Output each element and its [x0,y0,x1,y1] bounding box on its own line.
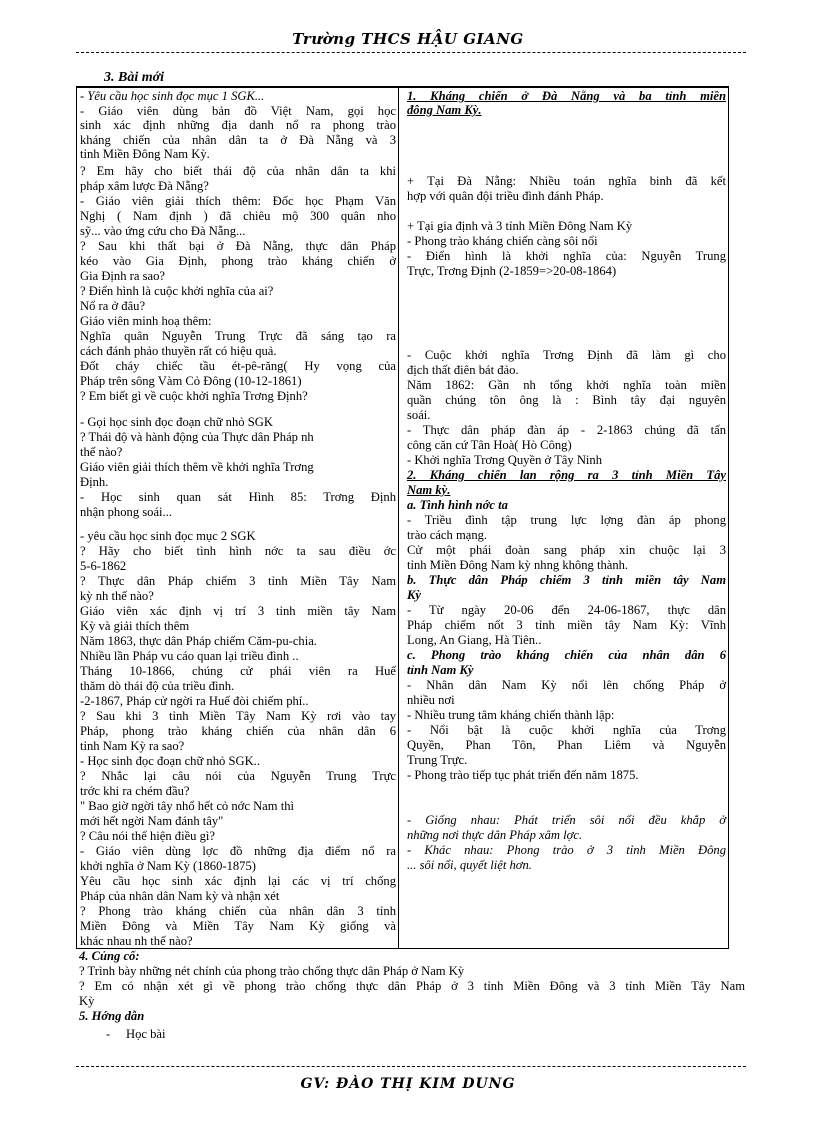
right-heading: Nam kỳ. [407,483,451,497]
right-line: - Khởi nghĩa Trơng Quyền ở Tây Ninh [407,453,603,467]
right-line: ... sôi nổi, quyết liệt hơn. [407,858,532,872]
left-line: Nổ ra ở đâu? [80,299,146,313]
consolidation-question: ? Em có nhận xét gì về phong trào chống thực dân Pháp ở 3 tỉnh Miền Đông và 3 tỉnh Miền Tây Nam [79,979,745,993]
right-line: Trực, Trơng Định (2-1859=>20-08-1864) [407,264,617,278]
left-line: Tháng 10-1866, chúng cử phái viên ra Huế [80,664,396,678]
left-line: ? Phong trào kháng chiến của nhân dân 3 tỉnh [80,904,396,918]
left-line: Nghị ( Nam định ) đã chiêu mộ 300 quân nho [80,209,396,223]
left-line: -2-1867, Pháp cử ngời ra Huế đòi chiếm phí.. [80,694,309,708]
left-line: ? Thái độ và hành động của Thực dân Pháp nh [80,430,314,444]
left-line: Giáo viên giải thích thêm về khởi nghĩa Trơng [80,460,314,474]
left-line: Năm 1863, thực dân Pháp chiếm Căm-pu-chia. [80,634,317,648]
left-line: - yêu cầu học sinh đọc mục 2 SGK [80,529,256,543]
right-line: công căn cứ Tân Hoà( Hò Công) [407,438,572,452]
left-line: ? Điển hình là cuộc khởi nghĩa của ai? [80,284,274,298]
consolidation-question-cont: Kỳ [79,994,95,1008]
right-line: - Nổi bật là cuộc khởi nghĩa của Trơng [407,723,726,737]
right-line: Trung Trực. [407,753,468,767]
left-line: ? Hãy cho biết tình hình nớc ta sau điều ớc [80,544,396,558]
left-line: ? Em hãy cho biết thái độ của nhân dân ta khi [80,164,396,178]
left-line: " Bao giờ ngời tây nhổ hết cỏ nớc Nam thì [80,799,294,813]
left-line: kéo vào Gia Định, phong trào kháng chiến ở [80,254,396,268]
left-line: ? Câu nói thể hiện điều gì? [80,829,215,843]
right-subheading: a. Tình hình nớc ta [407,498,508,512]
right-line: - Cuộc khởi nghĩa Trơng Định đã làm gì cho [407,348,726,362]
left-line: Giáo viên minh hoạ thêm: [80,314,212,328]
left-line: Giáo viên xác định vị trí 3 tỉnh miền tây Nam [80,604,396,618]
left-line: Miền Đông và Miền Tây Nam Kỳ giống và [80,919,396,933]
section-title: 3. Bài mới [104,70,165,85]
right-line: - Giống nhau: Phát triển sôi nổi đều khắp ở [407,813,726,827]
right-line: Long, An Giang, Hà Tiên.. [407,633,542,647]
left-line: thăm dò thái độ của triều đình. [80,679,235,693]
right-line: - Thực dân pháp đàn áp - 2-1863 chúng đã tấn [407,423,726,437]
teacher-activity-column [77,88,399,948]
right-line: - Phong trào kháng chiến càng sôi nổi [407,234,598,248]
right-line: soái. [407,408,431,422]
right-subheading: c. Phong trào kháng chiến của nhân dân 6 [407,648,726,662]
left-line: Nhiều lần Pháp vu cáo quan lại triều đình .. [80,649,299,663]
left-line: tỉnh Miền Đông Nam Kỳ. [80,147,210,161]
left-line: nhận phong soái... [80,505,172,519]
right-line: Pháp chiếm nốt 3 tỉnh miền tây Nam Kỳ: Vĩnh [407,618,726,632]
guidance-title: 5. Hớng dẫn [79,1009,145,1023]
header-divider [76,52,746,53]
left-line: ? Em biết gì về cuộc khởi nghĩa Trơng Định? [80,389,308,403]
right-subheading: Kỳ [407,588,421,602]
right-line: nhiều nơi [407,693,455,707]
left-line: ? Nhắc lại câu nói của Nguyễn Trung Trực [80,769,396,783]
left-line: thế nào? [80,445,123,459]
left-line: kháng chiến của nhân dân ta ở Đà Nẵng và 3 [80,133,396,147]
left-line: - Giáo viên giải thích thêm: Đốc học Phạm Văn [80,194,396,208]
right-line: + Tại gia định và 3 tỉnh Miền Đông Nam Kỳ [407,219,633,233]
left-line: sinh xác định những địa danh nổ ra phong trào [80,118,396,132]
left-line: Gia Định ra sao? [80,269,165,283]
left-line: kỳ nh thế nào? [80,589,154,603]
right-line: - Triều đình tập trung lực lợng đàn áp phong [407,513,726,527]
right-line: + Tại Đà Nẵng: Nhiều toán nghĩa binh đã kết [407,174,726,188]
consolidation-title: 4. Củng cố: [79,949,140,963]
left-line: Định. [80,475,109,489]
left-line: tỉnh Nam Kỳ ra sao? [80,739,185,753]
school-header: Trường THCS HẬU GIANG [292,30,524,48]
left-line: - Học sinh quan sát Hình 85: Trơng Định [80,490,396,504]
right-line: quần chúng tôn ông là : Bình tây đại nguyên [407,393,726,407]
right-line: Cử một phái đoàn sang pháp xin chuộc lại 3 [407,543,726,557]
right-line: trào cách mạng. [407,528,488,542]
guidance-bullet: - [106,1027,111,1041]
right-heading: 1. Kháng chiến ở Đà Nẵng và ba tỉnh miền [407,89,726,103]
left-line: ? Sau khi 3 tỉnh Miền Tây Nam Kỳ rơi vào tay [80,709,396,723]
right-line: - Nhân dân Nam Kỳ nổi lên chống Pháp ở [407,678,726,692]
left-line: Pháp trên sông Vàm Cỏ Đông (10-12-1861) [80,374,302,388]
left-line: ? Sau khi thất bại ở Đà Nẵng, thực dân Pháp [80,239,396,253]
right-subheading: b. Thực dân Pháp chiếm 3 tỉnh miền tây Nam [407,573,726,587]
right-subheading: tỉnh Nam Kỳ [407,663,474,677]
left-line: trớc khi ra chém đầu? [80,784,190,798]
left-line: Pháp, phong trào kháng chiến của nhân dân 6 [80,724,396,738]
content-column [400,88,728,948]
left-line: - Giáo viên dùng bản đồ Việt Nam, gọi học [80,104,396,118]
footer-divider [76,1066,746,1067]
lesson-table [76,86,729,949]
right-line: địch thất điên bát đảo. [407,363,519,377]
left-line: Đốt cháy chiếc tầu ét-pê-răng( Hy vọng của [80,359,396,373]
right-line: - Điển hình là khởi nghĩa của: Nguyễn Trung [407,249,726,263]
right-line: - Nhiều trung tâm kháng chiến thành lập: [407,708,615,722]
right-line: hợp với quân đội triều đình đánh Pháp. [407,189,604,203]
left-line: mới hết ngời Nam đánh tây" [80,814,224,828]
left-line: - Học sinh đọc đoạn chữ nhỏ SGK.. [80,754,260,768]
left-line: Nghĩa quân Nguyễn Trung Trực đã sáng tạo ra [80,329,396,343]
left-line: cách đánh phảo thuyền rất có hiệu quả. [80,344,277,358]
left-line: Kỳ và giải thích thêm [80,619,190,633]
left-line: Yêu cầu học sinh xác định lại các vị trí chống [80,874,396,888]
consolidation-question: ? Trình bày những nét chính của phong trào chống thực dân Pháp ở Nam Kỳ [79,964,465,978]
right-heading: đông Nam Kỳ. [407,103,482,117]
left-line: - Yêu cầu học sinh đọc mục 1 SGK... [80,89,265,103]
left-line: - Gọi học sinh đọc đoạn chữ nhỏ SGK [80,415,273,429]
left-line: 5-6-1862 [80,559,127,573]
right-heading: 2. Kháng chiến lan rộng ra 3 tỉnh Miền Tây [407,468,726,482]
guidance-item: Học bài [126,1027,166,1041]
left-line: Pháp của nhân dân Nam kỳ và nhận xét [80,889,280,903]
left-line: khác nhau nh thế nào? [80,934,193,948]
right-line: Quyền, Phan Tôn, Phan Liêm và Nguyễn [407,738,726,752]
right-line: tỉnh Miền Đông Nam kỳ nhng không thành. [407,558,629,572]
right-line: - Khác nhau: Phong trào ở 3 tỉnh Miền Đông [407,843,726,857]
right-line: những nơi thực dân Pháp xâm lợc. [407,828,583,842]
left-line: ? Thực dân Pháp chiếm 3 tỉnh Miền Tây Nam [80,574,396,588]
left-line: - Giáo viên dùng lợc đồ những địa điểm nổ ra [80,844,396,858]
right-line: - Phong trào tiếp tục phát triển đến năm 1875. [407,768,639,782]
left-line: khởi nghĩa ở Nam Kỳ (1860-1875) [80,859,256,873]
teacher-footer: GV: ĐÀO THỊ KIM DUNG [300,1076,516,1092]
right-line: - Từ ngày 20-06 đến 24-06-1867, thực dân [407,603,726,617]
left-line: sỹ... vào ứng cứu cho Đà Nẵng... [80,224,246,238]
right-line: Năm 1862: Gần nh tổng khởi nghĩa toàn miền [407,378,726,392]
left-line: pháp xâm lược Đà Nẵng? [80,179,209,193]
